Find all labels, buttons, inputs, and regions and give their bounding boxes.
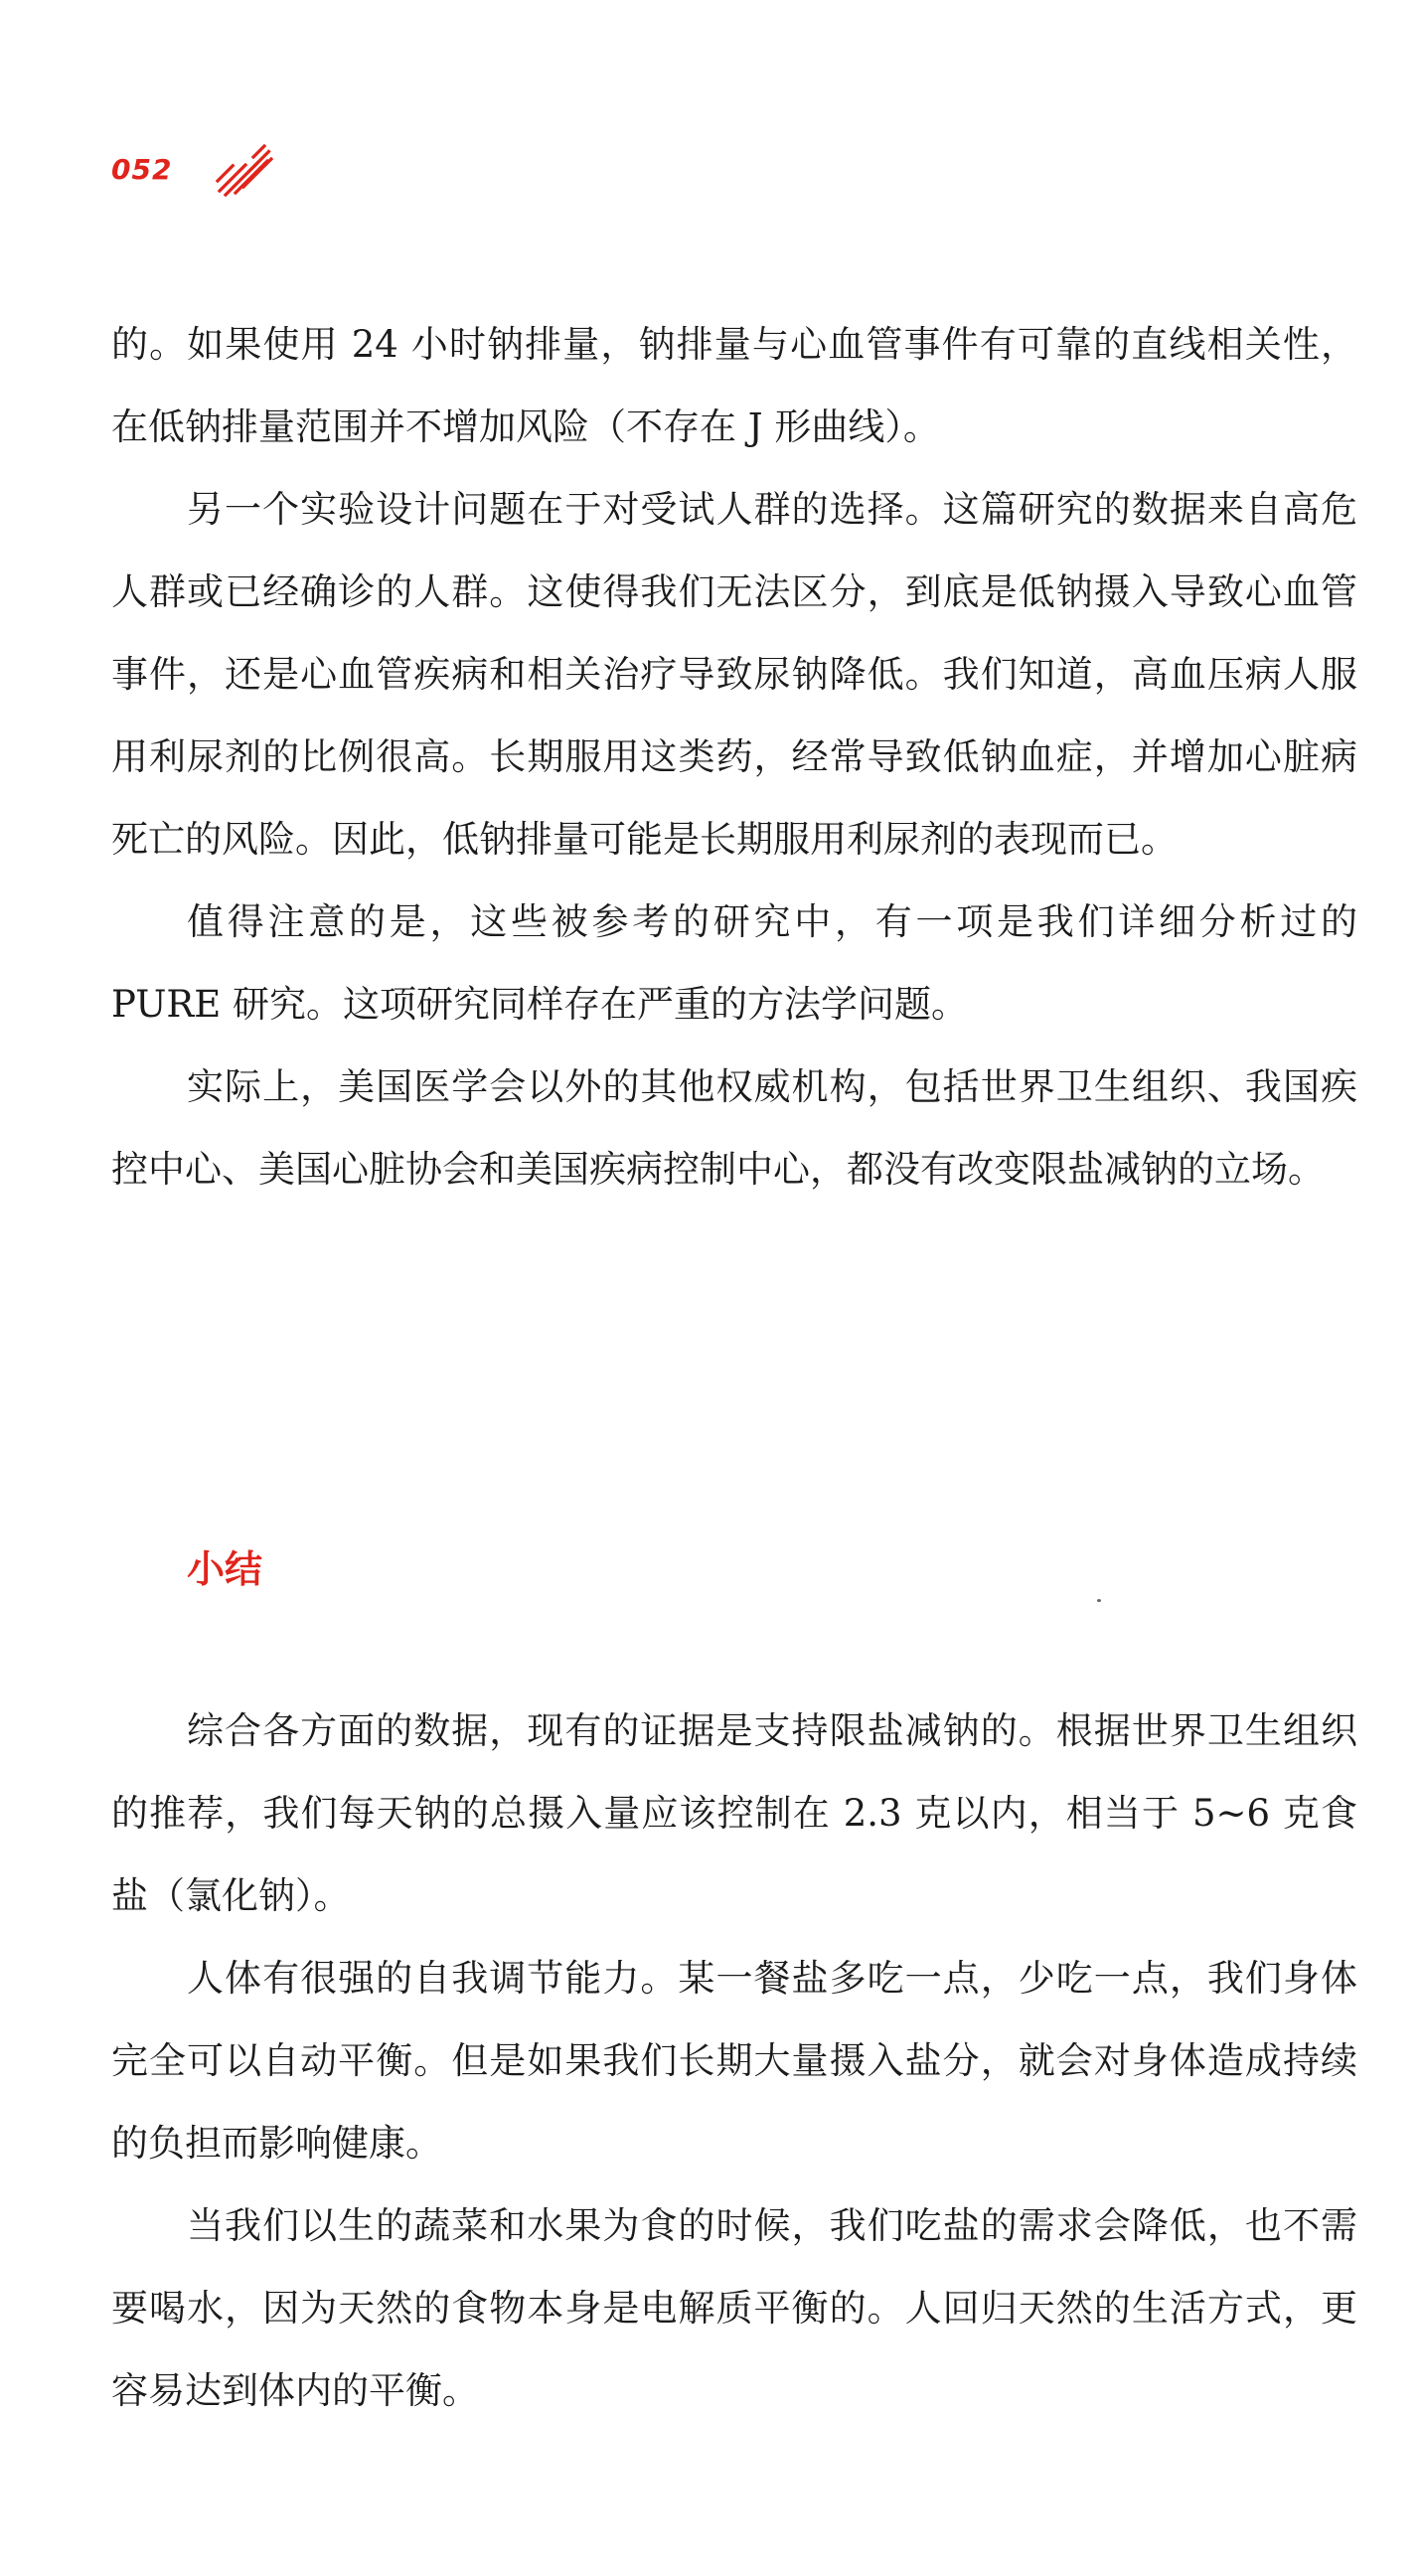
paragraph: 值得注意的是，这些被参考的研究中，有一项是我们详细分析过的 PURE 研究。这项研究同样存在严重的方法学问题。 <box>111 900 1357 1026</box>
body-text-top <box>111 303 1357 1210</box>
page-number: 052 <box>111 152 173 186</box>
paragraph: 人体有很强的自我调节能力。某一餐盐多吃一点，少吃一点，我们身体完全可以自动平衡。但是如果我们长期大量摄入盐分，就会对身体造成持续的负担而影响健康。 <box>111 1957 1357 2165</box>
body-text-bottom <box>111 1690 1357 2432</box>
paragraph: 当我们以生的蔬菜和水果为食的时候，我们吃盐的需求会降低，也不需要喝水，因为天然的食物本身是电解质平衡的。人回归天然的生活方式，更容易达到体内的平衡。 <box>111 2204 1357 2412</box>
paragraph: 实际上，美国医学会以外的其他权威机构，包括世界卫生组织、我国疾控中心、美国心脏协会和美国疾病控制中心，都没有改变限盐减钠的立场。 <box>111 1065 1357 1191</box>
paragraph: 另一个实验设计问题在于对受试人群的选择。这篇研究的数据来自高危人群或已经确诊的人群。这使得我们无法区分，到底是低钠摄入导致心血管事件，还是心血管疾病和相关治疗导致尿钠降低。我们知道，高血压病人服用利尿剂的比例很高。长期服用这类药，经常导致低钠血症，并增加心脏病死亡的风险。因此，低钠排量可能是长期服用利尿剂的表现而已。 <box>111 488 1357 861</box>
paragraph: 的。如果使用 24 小时钠排量，钠排量与心血管事件有可靠的直线相关性，在低钠排量范围并不增加风险（不存在 J 形曲线）。 <box>111 323 1357 448</box>
page-header <box>111 139 275 199</box>
red-diagonal-hatch-mark-icon <box>214 141 275 197</box>
section-title: 小结 <box>187 1547 263 1591</box>
scan-speck <box>1097 1599 1101 1602</box>
paragraph: 综合各方面的数据，现有的证据是支持限盐减钠的。根据世界卫生组织的推荐，我们每天钠的总摄入量应该控制在 2.3 克以内，相当于 5~6 克食盐（氯化钠）。 <box>111 1709 1357 1917</box>
